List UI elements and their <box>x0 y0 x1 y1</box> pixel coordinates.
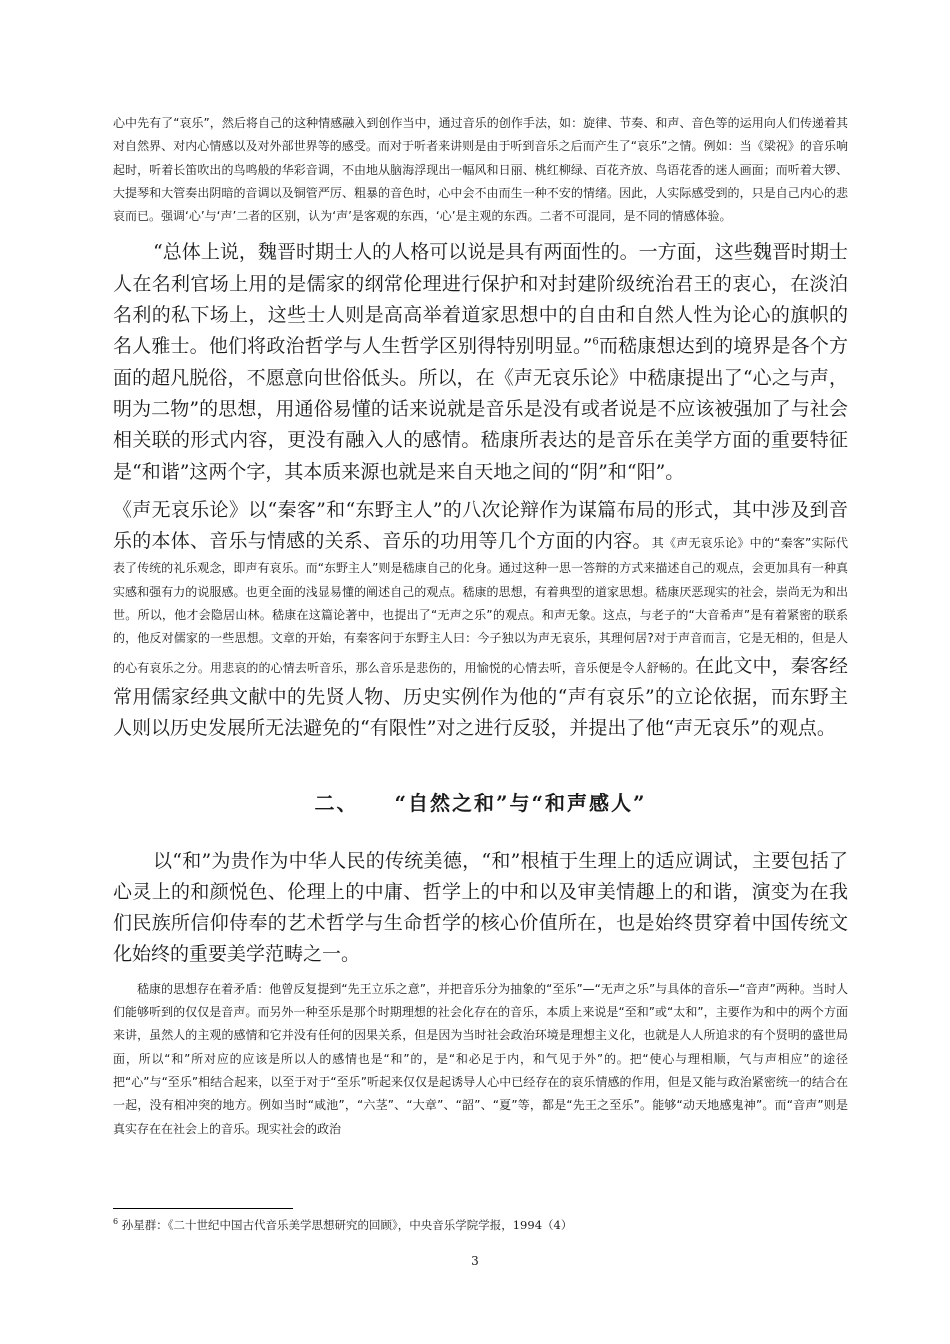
footnote-marker: 6 <box>113 1217 119 1226</box>
section-title: “自然之和”与“和声感人” <box>394 790 647 815</box>
paragraph-large-segment: 《声无哀乐论》以“秦客”和“东野主人”的八次论辩作为谋篇布局的形式，其中涉及到音乐的本体、音乐与情感的关系、音乐的功用等几个方面的内容。 <box>113 498 848 553</box>
paragraph-small-5: 嵇康的思想存在着矛盾：他曾反复提到“先王立乐之意”，并把音乐分为抽象的“至乐”—“无声之乐”与具体的音乐—“音声”两种。当时人们能够听到的仅仅是音声。而另外一种至乐是那个时期理想的社会化存在的音乐，本质上来说是“至和”或“太和”，主要作为和中的两个方面来讲，虽然人的主观的感情和它并没有任何的因果关系，但是因为当时社会政治环境是理想主义化，也就是人人所追求的有个贤明的盛世局面，所以“和”所对应的应该是所以人的感情也是“和”的，是“和必足于内，和气见于外”的。把“使心与理相顺，气与声相应”的途径把“心”与“至乐”相结合起来，以至于对于“至乐”听起来仅仅是起诱导人心中已经存在的哀乐情感的作用，但是又能与政治紧密统一的结合在一起，没有相冲突的地方。例如当时“咸池”，“六茎”、“大章”、“韶”、“夏”等，都是“先王之至乐”。能够“动天地感鬼神”。而“音声”则是真实存在在社会上的音乐。现实社会的政治 <box>113 981 848 1136</box>
paragraph-large-4: 以“和”为贵作为中华人民的传统美德，“和”根植于生理上的适应调试，主要包括了心灵上的和颜悦色、伦理上的中庸、哲学上的中和以及审美情趣上的和谐，演变为在我们民族所信仰侍奉的艺术哲学与生命哲学的核心价值所在，也是始终贯穿着中国传统文化始终的重要美学范畴之一。 <box>113 849 848 966</box>
section-heading <box>113 783 848 823</box>
section-number: 二、 <box>314 790 359 815</box>
paragraph-large-segment-end: 在此文中，秦客经常用儒家经典文献中的先贤人物、历史实例作为他的“声有哀乐”的立论依据，而东野主人则以历史发展所无法避免的“有限性”对之进行反驳，并提出了他“声无哀乐”的观点。 <box>113 654 848 740</box>
paragraph-small-segment: 其《声无哀乐论》中的“秦客”实际代表了传统的礼乐观念，即声有哀乐。而“东野主人”则是嵇康自己的化身。通过这种一思一答辩的方式来描述自己的观点，会更加具有一种真实感和强有力的说服感。也更全面的浅显易懂的阐述自己的观点。嵇康的思想，有着典型的道家思想。嵇康厌恶现实的社会，崇尚无为和出世。所以，他才会隐居山林。嵇康在这篇论著中，也提出了“无声之乐”的观点。和声无象。这点，与老子的“大音希声”是有着紧密的联系的，他反对儒家的一些思想。文章的开始，有秦客问于东野主人曰：今子独以为声无哀乐，其理何居?对于声音而言，它是无相的，但是人的心有哀乐之分。用悲哀的的心情去听音乐，那么音乐是悲伤的，用愉悦的心情去听，音乐便是令人舒畅的。 <box>113 536 848 675</box>
footnote-divider <box>113 1208 293 1209</box>
paragraph-large-2 <box>113 237 848 487</box>
paragraph-mixed-3 <box>113 495 848 745</box>
quote-text: “总体上说，魏晋时期士人的人格可以说是具有两面性的。一方面，这些魏晋时期士人在名利官场上用的是儒家的纲常伦理进行保护和对封建阶级统治君王的衷心，在淡泊名利的私下场上，这些士人则是高高举着道家思想中的自由和自然人性为论心的旗帜的名人雅士。他们将政治哲学与人生哲学区别得特别明显。” <box>113 241 848 358</box>
paragraph-small-1: 心中先有了“哀乐”，然后将自己的这种情感融入到创作当中，通过音乐的创作手法，如：旋律、节奏、和声、音色等的运用向人们传递着其对自然界、对内心情感以及对外部世界等的感受。而对于听者来讲则是由于听到音乐之后而产生了“哀乐”之情。例如：当《梁祝》的音乐响起时，听着长笛吹出的鸟鸣般的华彩音调，不由地从脑海浮现出一幅风和日丽、桃红柳绿、百花齐放、鸟语花香的迷人画面；而听着大锣、大提琴和大管奏出阴暗的音调以及铜管严厉、粗暴的音色时，心中会不由而生一种不安的情绪。因此，人实际感受到的，只是自己内心的悲哀而已。强调‘心’与‘声’二者的区别，认为‘声’是客观的东西，‘心’是主观的东西。二者不可混同，是不同的情感体验。 <box>113 116 848 224</box>
footnote-text: 孙星群：《二十世纪中国古代音乐美学思想研究的回顾》，中央音乐学院学报，1994（4） <box>118 1217 573 1232</box>
footnote <box>113 1213 848 1234</box>
page-body <box>113 112 848 1141</box>
footnote-reference: 6 <box>592 337 599 349</box>
paragraph-continuation: 而嵇康想达到的境界是各个方面的超凡脱俗，不愿意向世俗低头。所以，在《声无哀乐论》中嵇康提出了“心之与声，明为二物”的思想，用通俗易懂的话来说就是音乐是没有或者说是不应该被强加了与社会相关联的形式内容，更没有融入人的感情。嵇康所表达的是音乐在美学方面的重要特征是“和谐”这两个字，其本质来源也就是来自天地之间的“阴”和“阳”。 <box>113 335 848 483</box>
page-number: 3 <box>471 1254 479 1268</box>
